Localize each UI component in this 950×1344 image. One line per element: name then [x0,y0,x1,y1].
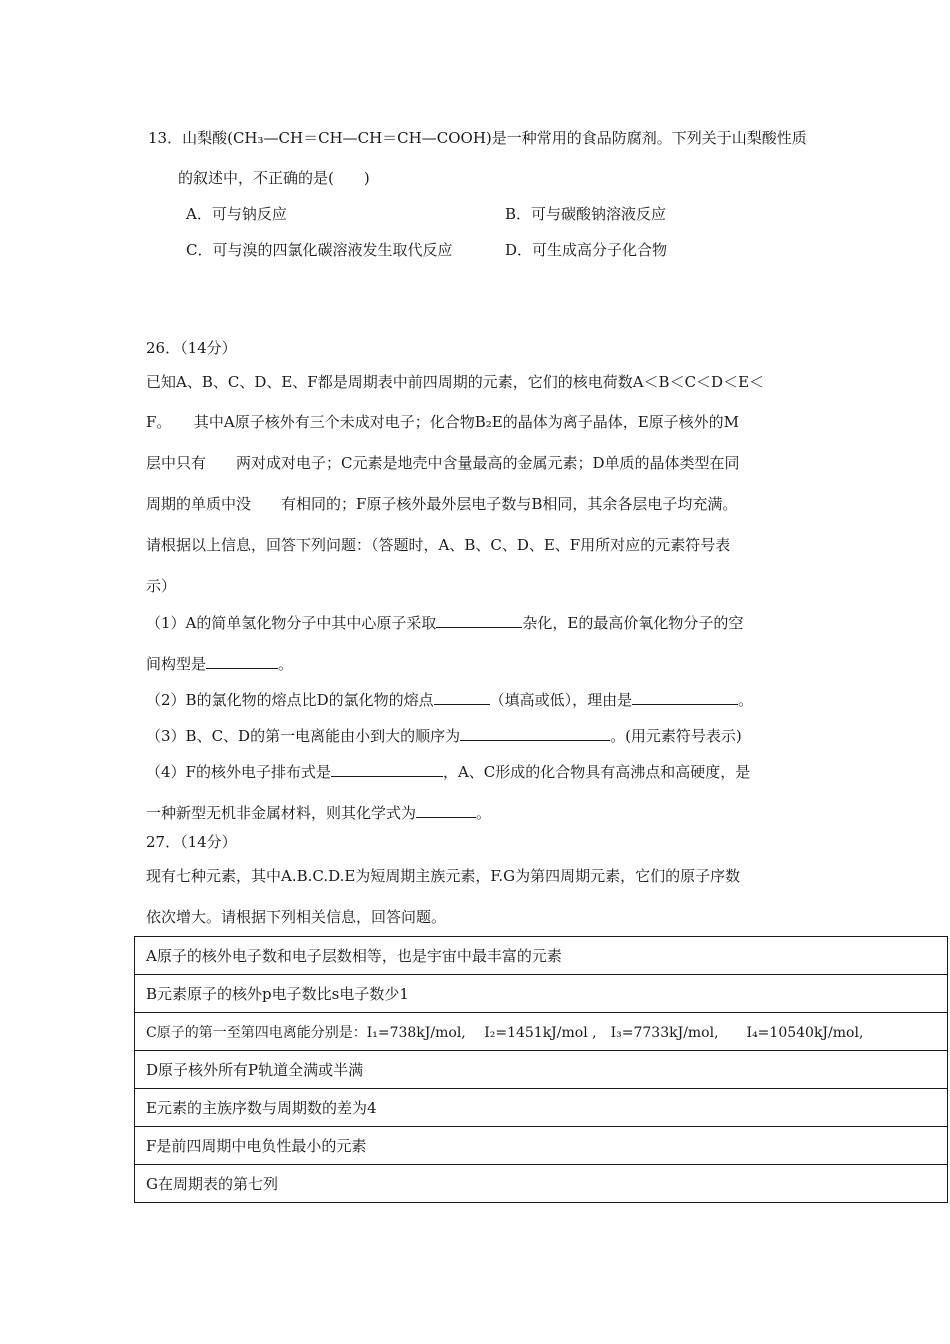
q13-option-c: C．可与溴的四氯化碳溶液发生取代反应 [186,241,453,259]
q26-subquestion-4 [146,761,750,782]
table-cell: B元素原子的核外p电子数比s电子数少1 [135,975,948,1013]
table-row [135,1051,948,1089]
q26-s1-text: 间构型是 [146,655,207,673]
answer-blank[interactable] [436,612,522,628]
answer-blank[interactable] [416,802,476,818]
q26-s3-text: （3）B、C、D的第一电离能由小到大的顺序为 [146,727,461,745]
q26-s4-text: 一种新型无机非金属材料，则其化学式为 [146,804,417,822]
q13-option-d: D．可生成高分子化合物 [505,241,668,259]
element-info-table [134,936,948,1203]
q26-s4-text: （4）F的核外电子排布式是 [146,763,331,781]
q26-s2-text: 。 [738,691,754,709]
q13-stem-line1: 13．山梨酸(CH₃—CH＝CH—CH＝CH—COOH)是一种常用的食品防腐剂。下列关于山梨酸性质 [148,129,807,147]
answer-blank[interactable] [206,653,278,669]
table-cell: F是前四周期中电负性最小的元素 [135,1127,948,1165]
q26-s1-text: （1）A的简单氢化物分子中其中心原子采取 [146,614,437,632]
table-row [135,975,948,1013]
q26-subquestion-4-cont [146,802,491,823]
answer-blank[interactable] [331,761,443,777]
table-row [135,1013,948,1051]
q26-s2-text: （2）B的氯化物的熔点比D的氯化物的熔点 [146,691,434,709]
table-row [135,937,948,975]
q26-paragraph-line: 示） [146,577,177,595]
q26-subquestion-1 [146,612,743,633]
table-cell: D原子核外所有P轨道全满或半满 [135,1051,948,1089]
q26-s4-text: 。 [476,804,492,822]
table-row [135,1089,948,1127]
table-row [135,1127,948,1165]
answer-blank[interactable] [632,689,738,705]
table-row [135,1165,948,1203]
q26-paragraph-line: 周期的单质中没 有相同的；F原子核外最外层电子数与B相同，其余各层电子均充满。 [146,495,738,513]
answer-blank[interactable] [460,725,610,741]
table-cell: C原子的第一至第四电离能分别是：I₁=738kJ/mol, I₂=1451kJ/mol , I₃=7733kJ/mol, I₄=10540kJ/mol, [135,1013,948,1051]
q26-subquestion-3 [146,725,742,746]
q26-subquestion-1-cont [146,653,293,674]
q26-subquestion-2 [146,689,753,710]
q13-stem-line2: 的叙述中，不正确的是( ) [178,169,370,187]
table-cell: A原子的核外电子数和电子层数相等，也是宇宙中最丰富的元素 [135,937,948,975]
q26-paragraph-line: F。 其中A原子核外有三个未成对电子；化合物B₂E的晶体为离子晶体，E原子核外的M [146,413,740,431]
q27-header: 27．（14分） [146,833,237,851]
q26-paragraph-line: 层中只有 两对成对电子；C元素是地壳中含量最高的金属元素；D单质的晶体类型在同 [146,454,740,472]
q26-paragraph-line: 请根据以上信息，回答下列问题：（答题时，A、B、C、D、E、F用所对应的元素符号表 [146,536,731,554]
q26-s1-text: 杂化，E的最高价氧化物分子的空 [522,614,744,632]
table-cell: E元素的主族序数与周期数的差为4 [135,1089,948,1127]
answer-blank[interactable] [434,689,490,705]
q13-option-a: A．可与钠反应 [186,205,287,223]
q26-paragraph-line: 已知A、B、C、D、E、F都是周期表中前四周期的元素，它们的核电荷数A＜B＜C＜D＜E＜ [146,373,765,391]
q27-paragraph-line: 依次增大。请根据下列相关信息，回答问题。 [146,908,447,926]
q26-s3-text: 。(用元素符号表示) [610,727,742,745]
table-cell: G在周期表的第七列 [135,1165,948,1203]
q26-s4-text: ，A、C形成的化合物具有高沸点和高硬度，是 [442,763,751,781]
q13-option-b: B．可与碳酸钠溶液反应 [505,205,667,223]
q26-s2-text: （填高或低），理由是 [489,691,633,709]
q26-s1-text: 。 [278,655,294,673]
q27-paragraph-line: 现有七种元素，其中A.B.C.D.E为短周期主族元素，F.G为第四周期元素，它们的原子序数 [146,867,741,885]
q26-header: 26．（14分） [146,339,237,357]
